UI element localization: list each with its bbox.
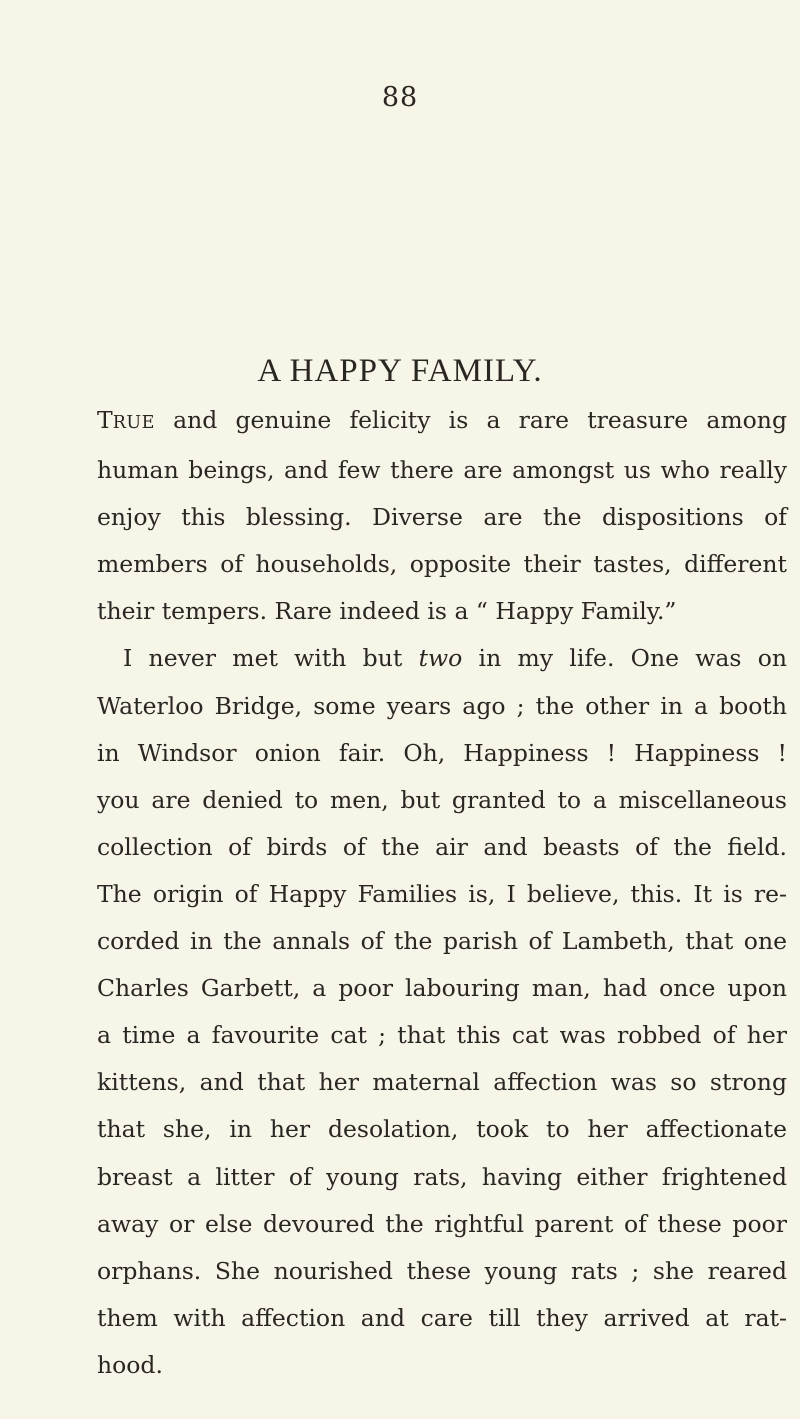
paragraph-2-line-6: The origin of Happy Families is, I believe, this. It is re-	[97, 879, 787, 908]
paragraph-2-line-9: a time a favourite cat ; that this cat was robbed of her	[97, 1021, 787, 1050]
small-caps-initial: T	[97, 406, 113, 434]
paragraph-1-line-1	[97, 397, 787, 447]
paragraph-1-line-4: members of households, opposite their tastes, different	[97, 550, 787, 579]
paragraph-2-line-13: away or else devoured the rightful parent of these poor	[97, 1209, 787, 1238]
paragraph-2-line-10: kittens, and that her maternal affection was so strong	[97, 1068, 787, 1097]
paragraph-2-line-2: Waterloo Bridge, some years ago ; the other in a booth	[97, 691, 787, 720]
paragraph-2-line-11: that she, in her desolation, took to her affectionate	[97, 1115, 787, 1144]
paragraph-2-line-8: Charles Garbett, a poor labouring man, had once upon	[97, 974, 787, 1003]
small-caps-rest: RUE	[112, 413, 155, 433]
line-text-pre: I never met with but	[123, 644, 419, 673]
paragraph-2-line-14: orphans. She nourished these young rats ; she reared	[97, 1256, 787, 1285]
paragraph-1-line-5: their tempers. Rare indeed is a “ Happy Family.”	[97, 597, 677, 626]
paragraph-2-line-12: breast a litter of young rats, having either frightened	[97, 1162, 787, 1191]
italic-word: two	[418, 644, 463, 673]
paragraph-2-line-4: you are denied to men, but granted to a miscellaneous	[97, 785, 787, 814]
paragraph-2-line-15: them with affection and care till they arrived at rat-	[97, 1303, 787, 1332]
paragraph-2-line-3: in Windsor onion fair. Oh, Happiness ! Happiness !	[97, 738, 787, 767]
paragraph-2-line-16: hood.	[97, 1350, 163, 1379]
paragraph-2-line-5: collection of birds of the air and beasts of the field.	[97, 832, 787, 861]
page-number: 88	[381, 82, 419, 113]
line-text-post: in my life. One was on	[462, 644, 787, 673]
chapter-title: A HAPPY FAMILY.	[257, 353, 543, 389]
paragraph-1-line-2: human beings, and few there are amongst us who really	[97, 456, 787, 485]
paragraph-1-line-3: enjoy this blessing. Diverse are the dispositions of	[97, 503, 787, 532]
paragraph-2-line-1	[97, 635, 787, 682]
paragraph-2-line-7: corded in the annals of the parish of Lambeth, that one	[97, 927, 787, 956]
line-text: and genuine felicity is a rare treasure among	[154, 406, 787, 434]
body-text	[97, 397, 787, 1389]
